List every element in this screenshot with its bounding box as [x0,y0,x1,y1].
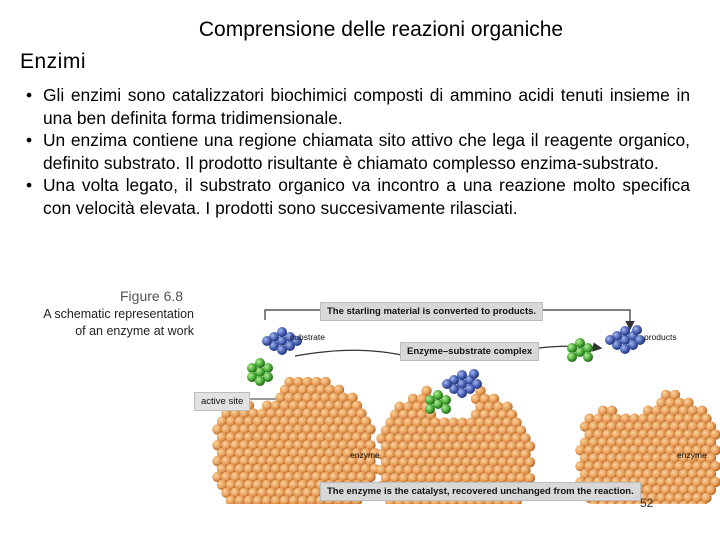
slide-title: Comprensione delle reazioni organiche [198,18,564,41]
complex-sphere-blue [469,369,479,379]
complex-sphere-blue [442,379,452,389]
product-sphere-blue [632,325,642,335]
substrate-sphere-blue [277,327,287,337]
substrate-sphere-green [255,376,265,386]
section-heading: Enzimi [20,50,87,73]
complex-sphere-green [441,404,451,414]
complex-sphere-blue [472,379,482,389]
substrate-label: substrate [290,332,325,342]
figure-number: Figure 6.8 [120,288,184,304]
products-label: products [644,332,677,342]
figure-caption [43,306,194,340]
enzyme-label-right: enzyme [677,450,707,460]
product-sphere-blue [620,344,630,354]
complex-banner: Enzyme–substrate complex [400,342,539,361]
complex-sphere-green [433,390,443,400]
enzyme-diagram-svg [190,296,720,504]
figure-caption-line: of an enzyme at work [75,324,194,338]
bullet-item: • Un enzima contiene una regione chiamata sito attivo che lega il reagente organico, definito substrato. Il prodotto risultante è chiamato complesso enzima-substrato. [26,129,690,174]
enzyme-label-left: enzyme [350,450,380,460]
bullet-item: • Una volta legato, il substrato organico va incontro a una reazione molto specifica con velocità elevata. I prodotti sono succesivamente rilasciati. [26,174,690,219]
product-sphere-blue [620,326,630,336]
bullet-list [26,84,690,219]
binding-arrow [295,350,415,358]
product-sphere-blue [605,335,615,345]
bottom-banner: The enzyme is the catalyst, recovered unchanged from the reaction. [320,482,641,501]
complex-sphere-green [425,404,435,414]
product-sphere-green [575,338,585,348]
page-number: 52 [640,496,654,510]
complex-sphere-blue [457,388,467,398]
product-sphere-green [567,352,577,362]
complex-sphere-blue [457,370,467,380]
substrate-sphere-blue [277,345,287,355]
figure-caption-line: A schematic representation [43,307,194,321]
active-site-label: active site [194,392,250,411]
substrate-sphere-blue [262,336,272,346]
enzyme-diagram [190,296,720,504]
top-banner: The starling material is converted to products. [320,302,543,321]
bullet-item: • Gli enzimi sono catalizzatori biochimici composti di ammino acidi tenuti insieme in una ben definita forma tridimensionale. [26,84,690,129]
product-sphere-green [583,352,593,362]
substrate-sphere-green [255,358,265,368]
